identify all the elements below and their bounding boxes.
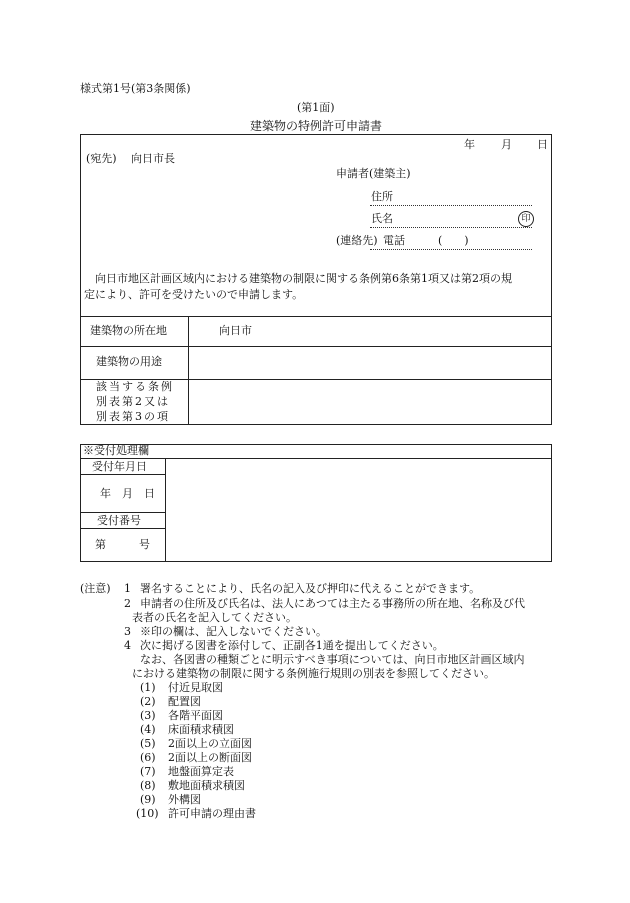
note-text: 署名することにより、氏名の記入及び押印に代えることができます。 <box>140 582 481 595</box>
date-day: 日 <box>537 138 548 151</box>
divider <box>165 458 166 562</box>
use-field[interactable] <box>189 347 551 378</box>
sheet-label: (第1面) <box>297 101 335 114</box>
note-number: 1 <box>124 582 131 595</box>
document-number: (4) <box>140 723 156 736</box>
note-text: なお、各図書の種類ごとに明示すべき事項については、向日市地区計画区域内 <box>140 653 525 666</box>
item-field[interactable] <box>189 380 551 424</box>
name-label: 氏名 <box>371 212 393 225</box>
applicant-label: 申請者(建築主) <box>336 167 411 180</box>
document-name: 敷地面積求積図 <box>168 779 245 792</box>
address-label: 住所 <box>371 190 393 203</box>
document-name: 許可申請の理由書 <box>168 807 256 820</box>
statement-line-1: 向日市地区計画区域内における建築物の制限に関する条例第6条第1項又は第2項の規 <box>95 272 512 285</box>
reception-date-label: 受付年月日 <box>92 460 147 473</box>
contact-label: (連絡先) <box>336 234 378 247</box>
document-number: (6) <box>140 751 156 764</box>
phone-field[interactable] <box>370 249 532 250</box>
note-text: 次に掲げる図書を添付して、正副各1通を提出してください。 <box>140 639 444 652</box>
note-number: 3 <box>124 625 131 638</box>
document-name: 各階平面図 <box>168 709 223 722</box>
item-label-2: 別表第2又は <box>96 395 170 408</box>
reception-box <box>80 444 552 562</box>
document-number: (8) <box>140 779 156 792</box>
document-number: (10) <box>136 807 159 820</box>
location-label: 建築物の所在地 <box>90 324 167 337</box>
reception-title: ※受付処理欄 <box>83 444 149 457</box>
date-month: 月 <box>501 138 512 151</box>
item-label-1: 該当する条例 <box>96 380 174 393</box>
divider <box>80 528 165 529</box>
document-name: 付近見取図 <box>168 681 223 694</box>
addressee: 向日市長 <box>131 152 175 165</box>
document-number: (2) <box>140 695 156 708</box>
date-year: 年 <box>464 138 475 151</box>
document-name: 配置図 <box>168 695 201 708</box>
statement-line-2: 定により、許可を受けたいので申請します。 <box>84 288 304 301</box>
divider <box>80 474 165 475</box>
note-text: における建築物の制限に関する条例施行規則の別表を参照してください。 <box>132 667 495 680</box>
note-number: 4 <box>124 639 131 652</box>
location-value[interactable]: 向日市 <box>219 324 252 337</box>
document-name: 2面以上の立面図 <box>168 737 252 750</box>
divider <box>80 512 165 513</box>
seal-mark: 印 <box>518 211 534 227</box>
document-title: 建築物の特例許可申請書 <box>250 119 383 133</box>
note-number: 2 <box>124 597 131 610</box>
document-number: (3) <box>140 709 156 722</box>
document-name: 外構図 <box>168 793 201 806</box>
note-text: 表者の氏名を記入してください。 <box>132 611 297 624</box>
reception-number-value: 第 号 <box>95 538 150 551</box>
notes-heading: (注意) <box>80 582 111 595</box>
phone-parens: ( ) <box>438 234 469 247</box>
document-number: (7) <box>140 765 156 778</box>
document-name: 床面積求積図 <box>168 723 234 736</box>
document-name: 2面以上の断面図 <box>168 751 252 764</box>
item-label-3: 別表第3の項 <box>96 410 170 423</box>
address-field[interactable] <box>370 205 532 206</box>
use-label: 建築物の用途 <box>96 355 162 368</box>
note-text: ※印の欄は、記入しないでください。 <box>140 625 327 638</box>
document-number: (5) <box>140 737 156 750</box>
reception-number-label: 受付番号 <box>97 514 141 527</box>
name-field[interactable] <box>370 227 532 228</box>
divider <box>80 316 552 317</box>
document-name: 地盤面算定表 <box>168 765 234 778</box>
document-number: (9) <box>140 793 156 806</box>
note-text: 申請者の住所及び氏名は、法人にあつては主たる事務所の所在地、名称及び代 <box>140 597 525 610</box>
document-number: (1) <box>140 681 156 694</box>
addressee-label: (宛先) <box>86 152 117 165</box>
phone-label: 電話 <box>383 234 405 247</box>
reception-date-value: 年 月 日 <box>100 487 155 500</box>
form-number: 様式第1号(第3条関係) <box>80 82 191 95</box>
divider <box>80 458 552 459</box>
